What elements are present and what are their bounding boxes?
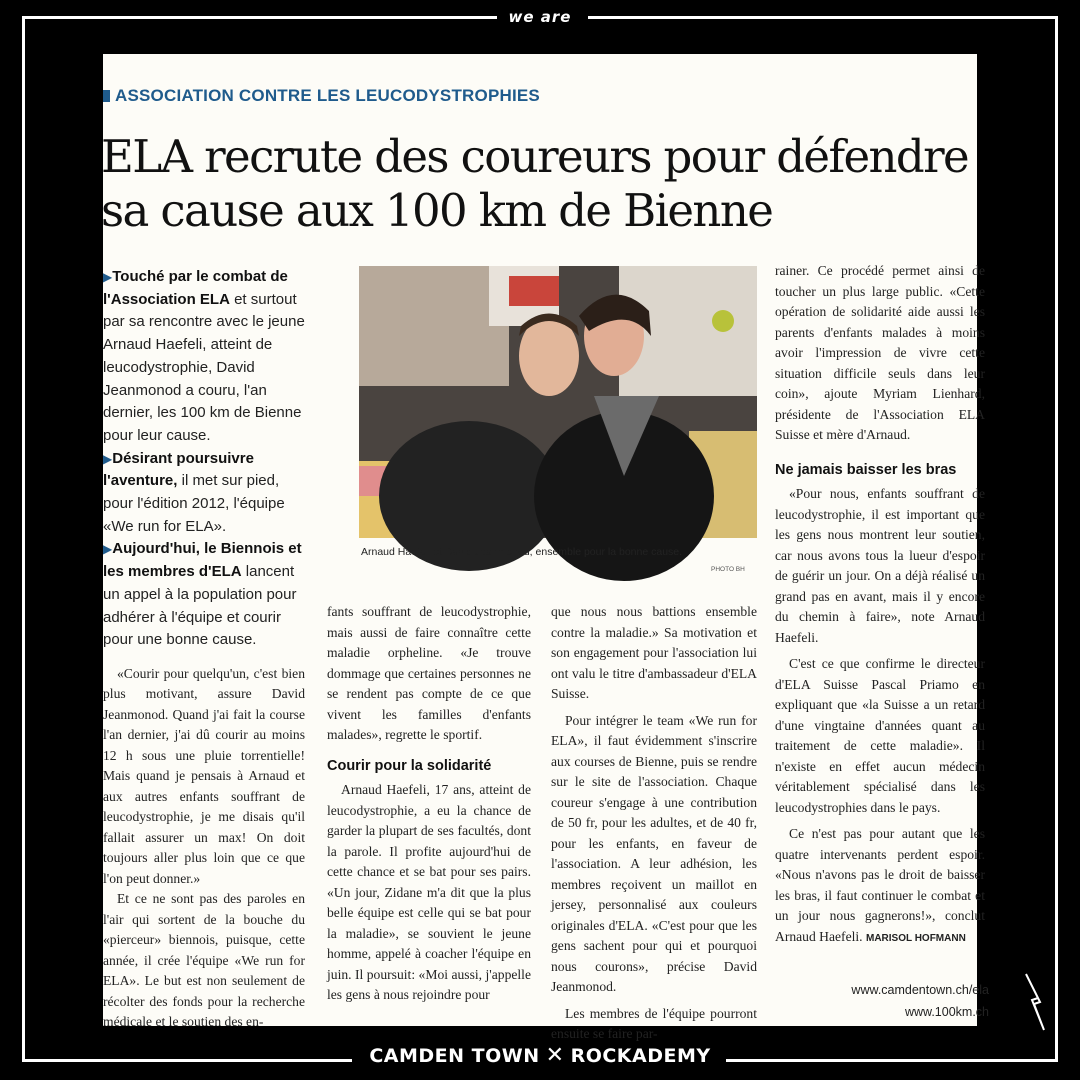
article-kicker: ASSOCIATION CONTRE LES LEUCODYSTROPHIES xyxy=(103,86,540,106)
lead-item: ▶Touché par le combat de l'Association ELA et surtout par sa rencontre avec le jeune Arnaud Haefeli, atteint de leucodystrophie, David Jeanmonod a couru, l'an dernier, les 100 km de Bienne pour leur cause. xyxy=(103,268,305,444)
column-2 xyxy=(327,602,531,1006)
subhead-baisser-bras: Ne jamais baisser les bras xyxy=(775,461,957,478)
body-paragraph: que nous nous battions ensemble contre la maladie.» Sa motivation et son engagement pour l'association lui ont valu le titre d'ambassadeur d'ELA Suisse. xyxy=(551,604,757,701)
body-paragraph: Ce n'est pas pour autant que les quatre intervenants perdent espoir. «Nous n'avons pas le droit de baisser les bras, il faut continuer le combat et un jour nous gagnerons!», conclut Arnaud Haefeli. MARISOL HOFMANN xyxy=(775,826,985,944)
article-photo xyxy=(359,266,757,538)
body-paragraph: rainer. Ce procédé permet ainsi de toucher un plus large public. «Cette opération de solidarité aide aussi les parents d'enfants malades à moins avoir l'impression de vivre cette situation difficile seuls dans leur coin», ajoute Myriam Lienhard, présidente de l'Association ELA Suisse et mère d'Arnaud. xyxy=(775,263,985,442)
frame-left xyxy=(22,16,25,1062)
frame-right xyxy=(1055,16,1058,1062)
body-paragraph: Arnaud Haefeli, 17 ans, atteint de leucodystrophie, a eu la chance de garder la plupart de ses facultés, dont la parole. Il profite aujourd'hui de cette chance et se bat pour ses pairs. «Un jour, Zidane m'a dit que la plus belle équipe est celle qui se bat pour la maladie», se souvient le jeune homme, appelé à coacher l'équipe en juin. Il poursuit: «Moi aussi, j'appelle les gens à nous rejoindre pour xyxy=(327,782,531,1002)
cross-icon: ✕ xyxy=(545,1043,565,1068)
url-link[interactable]: www.camdentown.ch/ela xyxy=(851,983,989,997)
body-paragraph: «Pour nous, enfants souffrant de leucodystrophie, il est important que les gens nous montrent leur soutien, car nous avons tous la lueur d'espoir de guérir un jour. On a déjà réalisé un grand pas en avant, mais il y encore du chemin à faire», note Arnaud Haefeli. xyxy=(775,486,985,645)
column-3 xyxy=(551,602,757,1045)
brand-footer xyxy=(0,1043,1080,1068)
kicker-square-icon xyxy=(103,90,110,102)
body-paragraph: Pour intégrer le team «We run for ELA», il faut évidemment s'inscrire aux courses de Bienne, puis se rendre sur le site de l'association. Chaque coureur s'engage à une contribution de 50 fr, pour les adultes, et de 40 fr, pour les enfants, en faveur de l'association. A leur adhésion, les membres reçoivent un maillot en jersey, personnalisé aux couleurs originales d'ELA. «C'est pour que les gens sachent pour qui et pourquoi nous courons», précise David Jeanmonod. xyxy=(551,712,757,994)
body-paragraph: Les membres de l'équipe pourront ensuite se faire par- xyxy=(551,1005,757,1041)
arrow-icon: ▶ xyxy=(103,451,113,466)
photo-illustration xyxy=(359,266,757,538)
newspaper-clipping xyxy=(101,54,989,1041)
url-link[interactable]: www.100km.ch xyxy=(904,1005,989,1019)
body-paragraph: «Courir pour quelqu'un, c'est bien plus motivant, assure David Jeanmonod. Quand j'ai fait la course l'an dernier, j'ai dû courir au moins 12 h sous une pluie torrentielle! Mais quand je pensais à Arnaud et aux autres enfants souffrant de leucodystrophie, je me disais qu'il fallait assurer un max! On doit toujours aller plus loin que ce que l'on peut donner.» xyxy=(103,665,305,886)
lead-item: ▶Désirant poursuivre l'aventure, il met sur pied, pour l'édition 2012, l'équipe «We run for ELA». xyxy=(103,449,285,535)
photo-credit: PHOTO BH xyxy=(711,566,745,573)
arrow-icon: ▶ xyxy=(103,542,113,557)
body-paragraph: C'est ce que confirme le directeur d'ELA Suisse Pascal Priamo en expliquant que «la Suisse a un retard d'une vingtaine d'années quant au traitement de cette maladie». Il n'existe en effet aucun médecin véritablement spécialisé dans les leucodystrophies dans le pays. xyxy=(775,656,985,815)
byline: MARISOL HOFMANN xyxy=(865,932,966,944)
column-1 xyxy=(103,266,305,1033)
arrow-icon: ▶ xyxy=(103,270,113,284)
subhead-solidarite: Courir pour la solidarité xyxy=(327,757,492,774)
column-4 xyxy=(775,261,985,949)
body-paragraph: fants souffrant de leucodystrophie, mais aussi de faire connaître cette maladie orpheline. «Je trouve dommage que certaines personnes ne se rendent pas compte de ce que vivent les familles d'enfants malades», regrette le sportif. xyxy=(327,604,531,742)
camden-town-logo: CAMDEN TOWN xyxy=(369,1045,540,1067)
we-are-tag: we are xyxy=(508,8,572,26)
rockademy-logo: ROCKADEMY xyxy=(570,1045,711,1067)
photo-caption: Arnaud Haefeli et David Jeanmonod, ensemble pour la bonne cause. xyxy=(361,546,683,558)
body-paragraph: Et ce ne sont pas des paroles en l'air qui sortent de la bouche du «pierceur» biennois, puisque, cette année, il crée l'équipe «We run for ELA». Le but est non seulement de récolter des fonds pour la recherche médicale et le soutien des en- xyxy=(103,891,305,1030)
lead-item: ▶Aujourd'hui, le Biennois et les membres d'ELA lancent un appel à la population pour adhérer à l'équipe et courir pour une bonne cause. xyxy=(103,540,302,649)
article-headline: ELA recrute des coureurs pour défendre sa cause aux 100 km de Bienne xyxy=(101,130,969,237)
article-lead xyxy=(103,266,305,652)
article-urls xyxy=(809,979,989,1023)
lightning-bolt-icon xyxy=(1024,972,1046,1032)
